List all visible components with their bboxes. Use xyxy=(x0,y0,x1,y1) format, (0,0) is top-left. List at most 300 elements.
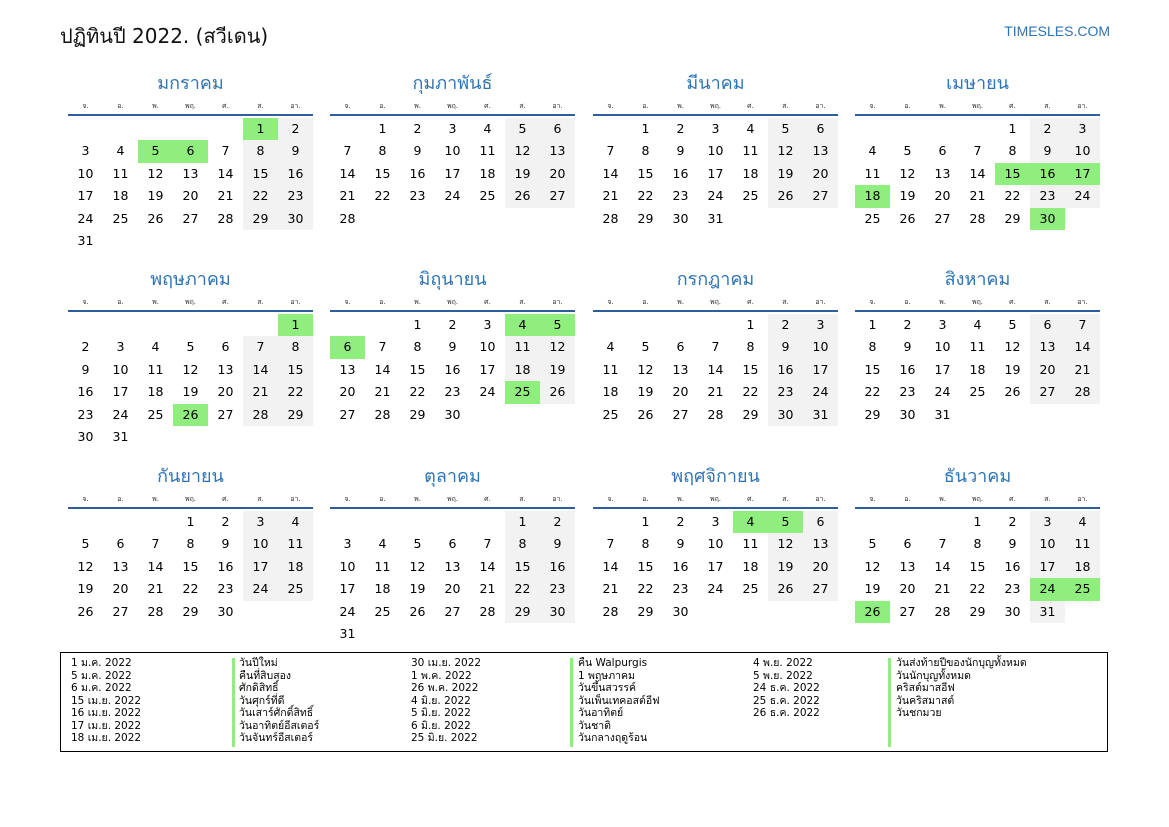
day-cell: 28 xyxy=(602,210,619,226)
day-cell: 28 xyxy=(217,210,234,226)
day-cell: 10 xyxy=(339,558,356,574)
legend-date: 5 พ.ย. 2022 xyxy=(753,669,813,682)
month-name: พฤษภาคม xyxy=(150,269,231,290)
day-cell: 13 xyxy=(899,558,916,574)
day-cell: 17 xyxy=(77,188,94,204)
day-cell: 5 xyxy=(138,140,173,162)
day-cell: 24 xyxy=(112,406,129,422)
day-cell: 4 xyxy=(973,317,982,332)
day-cell: 7 xyxy=(973,143,982,159)
weekday-label: ส. xyxy=(257,102,264,110)
day-cell: 1 xyxy=(746,317,755,332)
empty-cell xyxy=(855,511,890,533)
month-block xyxy=(855,463,1100,623)
day-cell: 13 xyxy=(444,558,461,574)
day-cell: 9 xyxy=(221,536,230,552)
day-grid xyxy=(330,118,575,230)
day-cell: 25 xyxy=(864,210,881,226)
day-cell: 3 xyxy=(1065,118,1100,140)
day-cell: 17 xyxy=(1030,556,1065,578)
day-cell: 6 xyxy=(803,511,838,533)
day-cell: 14 xyxy=(339,165,356,181)
day-cell: 18 xyxy=(1065,556,1100,578)
day-cell: 14 xyxy=(602,165,619,181)
day-cell: 15 xyxy=(969,558,986,574)
day-cell: 27 xyxy=(934,210,951,226)
day-cell: 24 xyxy=(803,381,838,403)
weekday-label: อา. xyxy=(290,298,301,306)
day-cell: 21 xyxy=(934,581,951,597)
day-cell: 11 xyxy=(1065,533,1100,555)
legend-date: 24 ธ.ค. 2022 xyxy=(753,682,820,694)
day-cell: 8 xyxy=(505,533,540,555)
legend-holiday-name: วันนักบุญทั้งหมด xyxy=(896,669,971,682)
legend-holiday-name: ศักดิสิทธิ์ xyxy=(239,682,279,694)
day-cell: 29 xyxy=(1004,210,1021,226)
month-block xyxy=(855,70,1100,230)
day-cell: 1 xyxy=(973,514,982,529)
weekday-label: ส. xyxy=(519,102,526,110)
day-cell: 12 xyxy=(864,558,881,574)
day-cell: 15 xyxy=(995,163,1030,185)
legend-dates-column xyxy=(411,657,481,745)
legend-names-column xyxy=(896,657,1027,720)
day-cell: 17 xyxy=(1065,163,1100,185)
day-cell: 19 xyxy=(77,581,94,597)
day-cell: 11 xyxy=(742,143,759,159)
weekday-label: พ. xyxy=(677,298,684,306)
day-cell: 19 xyxy=(637,384,654,400)
empty-cell xyxy=(330,314,365,336)
day-cell: 26 xyxy=(409,603,426,619)
day-cell: 21 xyxy=(217,188,234,204)
day-cell: 12 xyxy=(899,165,916,181)
day-cell: 24 xyxy=(444,188,461,204)
empty-cell xyxy=(435,511,470,533)
day-cell: 27 xyxy=(444,603,461,619)
day-cell: 14 xyxy=(1065,336,1100,358)
legend-date: 5 มิ.ย. 2022 xyxy=(411,707,471,719)
day-cell: 4 xyxy=(1065,511,1100,533)
day-cell: 18 xyxy=(374,581,391,597)
weekday-label: อ. xyxy=(117,495,124,503)
day-cell: 1 xyxy=(278,314,313,336)
day-cell: 20 xyxy=(182,188,199,204)
weekday-label: จ. xyxy=(82,102,89,110)
weekday-label: ศ. xyxy=(747,495,754,503)
day-cell: 26 xyxy=(505,185,540,207)
day-cell: 4 xyxy=(116,143,125,159)
day-cell: 30 xyxy=(217,603,234,619)
weekday-header xyxy=(855,294,1100,312)
weekday-label: จ. xyxy=(607,495,614,503)
day-cell: 1 xyxy=(641,514,650,529)
day-cell: 5 xyxy=(81,536,90,552)
day-cell: 1 xyxy=(378,121,387,136)
day-cell: 7 xyxy=(221,143,230,159)
day-cell: 24 xyxy=(1065,185,1100,207)
day-cell: 20 xyxy=(540,163,575,185)
day-cell: 20 xyxy=(803,556,838,578)
weekday-label: พฤ. xyxy=(709,102,722,110)
empty-cell xyxy=(208,118,243,140)
weekday-label: อ. xyxy=(904,298,911,306)
weekday-label: ส. xyxy=(782,298,789,306)
day-cell: 30 xyxy=(899,406,916,422)
weekday-label: จ. xyxy=(869,102,876,110)
weekday-label: จ. xyxy=(607,298,614,306)
empty-cell xyxy=(593,118,628,140)
day-cell: 12 xyxy=(768,533,803,555)
day-cell: 25 xyxy=(147,406,164,422)
weekday-label: อ. xyxy=(117,298,124,306)
weekday-header xyxy=(855,491,1100,509)
day-cell: 25 xyxy=(278,578,313,600)
weekday-label: ส. xyxy=(519,298,526,306)
day-cell: 15 xyxy=(409,361,426,377)
day-cell: 22 xyxy=(278,381,313,403)
weekday-label: พฤ. xyxy=(446,298,459,306)
weekday-label: ศ. xyxy=(1009,102,1016,110)
day-cell: 21 xyxy=(707,384,724,400)
day-cell: 8 xyxy=(186,536,195,552)
day-cell: 25 xyxy=(742,188,759,204)
day-cell: 28 xyxy=(374,406,391,422)
day-cell: 9 xyxy=(540,533,575,555)
weekday-label: อา. xyxy=(1077,298,1088,306)
day-cell: 20 xyxy=(112,581,129,597)
day-cell: 17 xyxy=(707,558,724,574)
weekday-header xyxy=(68,294,313,312)
month-block xyxy=(593,70,838,230)
day-cell: 2 xyxy=(1030,118,1065,140)
day-cell: 27 xyxy=(112,603,129,619)
day-cell: 24 xyxy=(707,581,724,597)
weekday-label: พ. xyxy=(677,495,684,503)
day-cell: 17 xyxy=(707,165,724,181)
day-cell: 7 xyxy=(1065,314,1100,336)
day-cell: 18 xyxy=(602,384,619,400)
day-cell: 13 xyxy=(182,165,199,181)
day-cell: 27 xyxy=(899,603,916,619)
month-block xyxy=(593,266,838,426)
month-block xyxy=(68,266,313,448)
empty-cell xyxy=(103,511,138,533)
day-cell: 6 xyxy=(938,143,947,159)
legend-holiday-name: วันอาทิตย์อีสเตอร์ xyxy=(239,719,320,732)
day-cell: 13 xyxy=(934,165,951,181)
legend-date: 17 เม.ย. 2022 xyxy=(71,719,142,732)
day-cell: 23 xyxy=(672,188,689,204)
day-cell: 31 xyxy=(803,404,838,426)
day-cell: 1 xyxy=(868,317,877,332)
day-cell: 20 xyxy=(339,384,356,400)
day-cell: 10 xyxy=(707,536,724,552)
weekday-label: ส. xyxy=(1044,495,1051,503)
legend-date: 25 ธ.ค. 2022 xyxy=(753,694,820,707)
weekday-header xyxy=(593,491,838,509)
day-cell: 14 xyxy=(479,558,496,574)
day-cell: 30 xyxy=(77,428,94,444)
day-cell: 27 xyxy=(182,210,199,226)
day-cell: 29 xyxy=(278,404,313,426)
day-cell: 8 xyxy=(243,140,278,162)
day-cell: 13 xyxy=(803,140,838,162)
day-cell: 2 xyxy=(81,339,90,355)
month-name: มกราคม xyxy=(157,73,224,94)
weekday-label: จ. xyxy=(607,102,614,110)
day-cell: 27 xyxy=(339,406,356,422)
day-cell: 11 xyxy=(374,558,391,574)
day-cell: 18 xyxy=(278,556,313,578)
day-cell: 3 xyxy=(116,339,125,355)
day-cell: 2 xyxy=(278,118,313,140)
day-cell: 5 xyxy=(768,118,803,140)
legend-holiday-marker xyxy=(570,658,573,747)
day-cell: 23 xyxy=(77,406,94,422)
weekday-header xyxy=(330,491,575,509)
empty-cell xyxy=(243,314,278,336)
day-cell: 18 xyxy=(742,165,759,181)
month-name: กรกฎาคม xyxy=(676,269,755,290)
day-cell: 22 xyxy=(182,581,199,597)
day-cell: 12 xyxy=(768,140,803,162)
day-cell: 28 xyxy=(339,210,356,226)
day-cell: 15 xyxy=(243,163,278,185)
weekday-header xyxy=(330,98,575,116)
day-cell: 28 xyxy=(602,603,619,619)
day-cell: 8 xyxy=(641,143,650,159)
day-cell: 11 xyxy=(742,536,759,552)
day-grid xyxy=(593,118,838,230)
day-cell: 1 xyxy=(505,511,540,533)
legend-holiday-name: วันอาทิตย์ xyxy=(578,707,624,719)
day-cell: 29 xyxy=(969,603,986,619)
legend-date: 6 ม.ค. 2022 xyxy=(71,682,132,694)
day-cell: 25 xyxy=(602,406,619,422)
weekday-label: พ. xyxy=(414,298,421,306)
day-cell: 2 xyxy=(676,514,685,529)
day-cell: 27 xyxy=(540,185,575,207)
empty-cell xyxy=(855,118,890,140)
day-cell: 13 xyxy=(112,558,129,574)
day-cell: 26 xyxy=(1004,384,1021,400)
day-cell: 9 xyxy=(1030,140,1065,162)
day-cell: 30 xyxy=(672,210,689,226)
day-cell: 23 xyxy=(1030,185,1065,207)
weekday-label: จ. xyxy=(869,298,876,306)
day-cell: 2 xyxy=(903,317,912,332)
day-cell: 9 xyxy=(768,336,803,358)
day-cell: 3 xyxy=(711,121,720,136)
legend-date: 4 มิ.ย. 2022 xyxy=(411,694,471,707)
day-cell: 8 xyxy=(278,336,313,358)
legend-holiday-name: วันเพ็นเทคอสต์อีฟ xyxy=(578,694,660,707)
legend-names-column xyxy=(578,657,660,745)
empty-cell xyxy=(138,511,173,533)
day-cell: 10 xyxy=(444,143,461,159)
day-cell: 17 xyxy=(803,359,838,381)
day-cell: 20 xyxy=(1030,359,1065,381)
month-name: พฤศจิกายน xyxy=(671,466,760,487)
day-cell: 26 xyxy=(147,210,164,226)
day-cell: 25 xyxy=(479,188,496,204)
legend-date: 18 เม.ย. 2022 xyxy=(71,732,142,744)
day-cell: 15 xyxy=(278,359,313,381)
day-cell: 28 xyxy=(243,404,278,426)
day-cell: 29 xyxy=(742,406,759,422)
day-cell: 1 xyxy=(1008,121,1017,136)
day-cell: 8 xyxy=(378,143,387,159)
day-cell: 10 xyxy=(77,165,94,181)
day-grid xyxy=(330,511,575,645)
day-cell: 23 xyxy=(278,185,313,207)
day-cell: 9 xyxy=(676,143,685,159)
day-cell: 31 xyxy=(77,232,94,248)
day-cell: 29 xyxy=(637,603,654,619)
legend-dates-column xyxy=(71,657,141,745)
day-cell: 29 xyxy=(182,603,199,619)
day-cell: 25 xyxy=(505,381,540,403)
day-cell: 20 xyxy=(934,188,951,204)
day-cell: 26 xyxy=(899,210,916,226)
day-cell: 8 xyxy=(973,536,982,552)
day-cell: 18 xyxy=(969,361,986,377)
day-cell: 13 xyxy=(672,361,689,377)
day-cell: 9 xyxy=(448,339,457,355)
legend-date: 16 เม.ย. 2022 xyxy=(71,707,142,719)
month-name: กันยายน xyxy=(157,466,224,487)
day-cell: 16 xyxy=(217,558,234,574)
day-cell: 2 xyxy=(448,317,457,332)
empty-cell xyxy=(593,511,628,533)
day-cell: 22 xyxy=(409,384,426,400)
weekday-label: จ. xyxy=(344,298,351,306)
weekday-label: ส. xyxy=(257,495,264,503)
day-cell: 4 xyxy=(483,121,492,136)
site-link[interactable]: TIMESLES.COM xyxy=(1004,23,1110,39)
day-cell: 14 xyxy=(602,558,619,574)
legend-date: 30 เม.ย. 2022 xyxy=(411,657,482,669)
day-cell: 27 xyxy=(672,406,689,422)
legend-holiday-name: คริสต์มาสอีฟ xyxy=(896,682,955,694)
day-cell: 24 xyxy=(243,578,278,600)
day-cell: 7 xyxy=(606,143,615,159)
legend-date: 26 ธ.ค. 2022 xyxy=(753,707,820,719)
day-cell: 19 xyxy=(1004,361,1021,377)
weekday-header xyxy=(593,98,838,116)
day-cell: 8 xyxy=(413,339,422,355)
day-cell: 18 xyxy=(855,185,890,207)
day-cell: 6 xyxy=(330,336,365,358)
day-cell: 2 xyxy=(540,511,575,533)
day-cell: 28 xyxy=(479,603,496,619)
day-cell: 24 xyxy=(1030,578,1065,600)
day-cell: 26 xyxy=(173,404,208,426)
day-cell: 2 xyxy=(676,121,685,136)
day-cell: 5 xyxy=(186,339,195,355)
day-cell: 28 xyxy=(147,603,164,619)
day-cell: 7 xyxy=(343,143,352,159)
day-cell: 7 xyxy=(938,536,947,552)
weekday-label: อา. xyxy=(1077,495,1088,503)
day-cell: 12 xyxy=(77,558,94,574)
day-cell: 9 xyxy=(676,536,685,552)
day-cell: 12 xyxy=(637,361,654,377)
month-name: มีนาคม xyxy=(686,73,745,94)
legend-date: 6 มิ.ย. 2022 xyxy=(411,719,471,732)
weekday-label: อ. xyxy=(642,495,649,503)
empty-cell xyxy=(103,118,138,140)
day-cell: 13 xyxy=(1030,336,1065,358)
empty-cell xyxy=(68,314,103,336)
weekday-label: อา. xyxy=(552,102,563,110)
day-cell: 22 xyxy=(864,384,881,400)
legend-holiday-name: 1 พฤษภาคม xyxy=(578,669,635,682)
legend-date: 4 พ.ย. 2022 xyxy=(753,657,813,669)
weekday-label: พ. xyxy=(152,495,159,503)
day-cell: 15 xyxy=(182,558,199,574)
weekday-label: พฤ. xyxy=(446,102,459,110)
day-cell: 16 xyxy=(1030,163,1065,185)
empty-cell xyxy=(365,511,400,533)
day-cell: 14 xyxy=(934,558,951,574)
day-cell: 30 xyxy=(672,603,689,619)
day-cell: 14 xyxy=(243,359,278,381)
weekday-label: อ. xyxy=(379,298,386,306)
day-cell: 5 xyxy=(1008,317,1017,332)
empty-cell xyxy=(400,511,435,533)
legend-holiday-name: วันคริสมาสต์ xyxy=(896,694,955,707)
day-cell: 29 xyxy=(637,210,654,226)
day-cell: 14 xyxy=(147,558,164,574)
weekday-label: อ. xyxy=(379,495,386,503)
day-cell: 27 xyxy=(1030,381,1065,403)
weekday-label: อ. xyxy=(642,102,649,110)
day-cell: 6 xyxy=(903,536,912,552)
weekday-label: อา. xyxy=(1077,102,1088,110)
month-name: ธันวาคม xyxy=(943,466,1012,487)
day-grid xyxy=(593,511,838,623)
day-cell: 2 xyxy=(1008,514,1017,529)
day-cell: 16 xyxy=(444,361,461,377)
day-cell: 8 xyxy=(868,339,877,355)
day-cell: 4 xyxy=(746,121,755,136)
day-cell: 7 xyxy=(151,536,160,552)
day-cell: 18 xyxy=(742,558,759,574)
day-cell: 3 xyxy=(1030,511,1065,533)
day-cell: 25 xyxy=(1065,578,1100,600)
day-cell: 19 xyxy=(182,384,199,400)
day-cell: 24 xyxy=(934,384,951,400)
legend-holiday-marker xyxy=(232,658,235,747)
month-block xyxy=(68,70,313,252)
day-cell: 19 xyxy=(505,163,540,185)
day-cell: 23 xyxy=(444,384,461,400)
empty-cell xyxy=(698,314,733,336)
day-cell: 30 xyxy=(278,208,313,230)
day-cell: 13 xyxy=(217,361,234,377)
weekday-label: อ. xyxy=(904,102,911,110)
day-cell: 17 xyxy=(479,361,496,377)
day-cell: 30 xyxy=(540,601,575,623)
day-cell: 9 xyxy=(1008,536,1017,552)
day-cell: 6 xyxy=(1030,314,1065,336)
day-cell: 11 xyxy=(278,533,313,555)
month-block xyxy=(330,463,575,645)
day-cell: 3 xyxy=(711,514,720,529)
day-cell: 20 xyxy=(672,384,689,400)
